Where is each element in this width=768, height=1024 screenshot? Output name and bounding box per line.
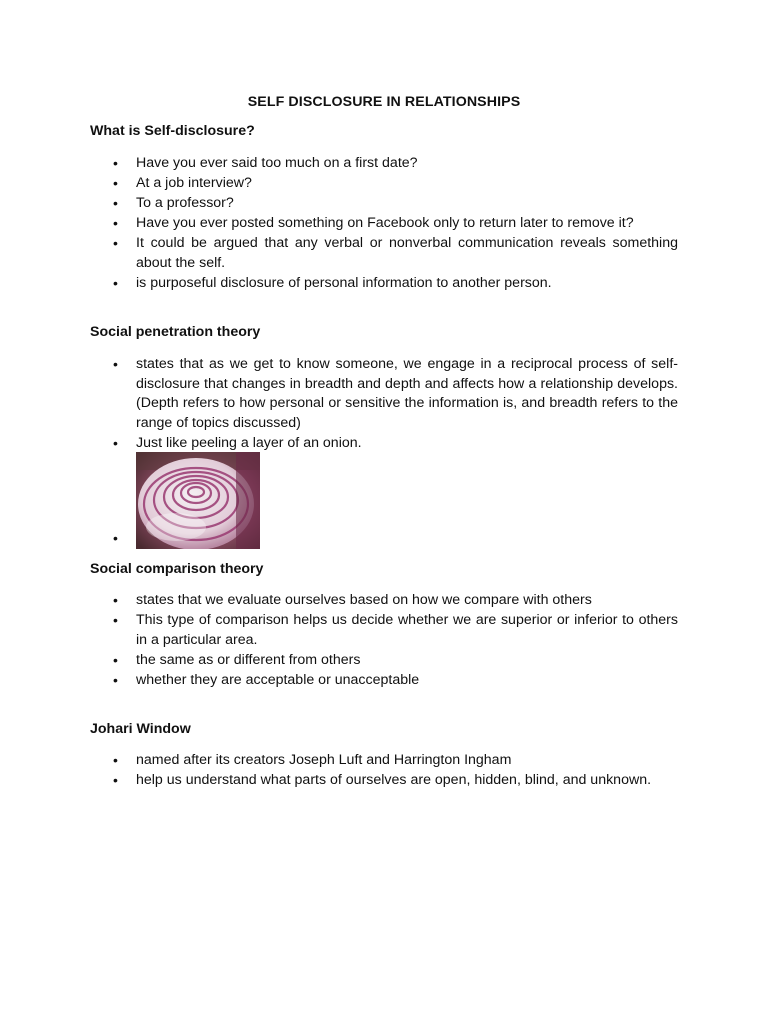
- list-item: • is purposeful disclosure of personal information to another person.: [0, 273, 768, 293]
- onion-photo: [136, 452, 260, 549]
- list-item: • It could be argued that any verbal or nonverbal communication reveals something about the self.: [0, 233, 768, 273]
- list-item: • named after its creators Joseph Luft and Harrington Ingham: [0, 750, 768, 770]
- bullet: •: [113, 530, 118, 546]
- list-item: • Just like peeling a layer of an onion.: [0, 433, 768, 453]
- social-comparison-list: [0, 590, 768, 690]
- section-heading-social-comparison: Social comparison theory: [90, 561, 264, 577]
- list-item: • Have you ever posted something on Facebook only to return later to remove it?: [0, 213, 768, 233]
- self-disclosure-list: [0, 153, 768, 293]
- onion-list-item: [0, 452, 768, 552]
- johari-window-list: [0, 750, 768, 790]
- list-item: • states that we evaluate ourselves based on how we compare with others: [0, 590, 768, 610]
- list-item: • This type of comparison helps us decide whether we are superior or inferior to others in a particular area.: [0, 610, 768, 650]
- section-heading-johari-window: Johari Window: [90, 721, 191, 737]
- list-item: • To a professor?: [0, 193, 768, 213]
- section-heading-social-penetration: Social penetration theory: [90, 324, 261, 340]
- section-heading-self-disclosure: What is Self-disclosure?: [90, 123, 255, 139]
- list-item: • At a job interview?: [0, 173, 768, 193]
- list-item: • help us understand what parts of ourselves are open, hidden, blind, and unknown.: [0, 770, 768, 790]
- list-item: • whether they are acceptable or unacceptable: [0, 670, 768, 690]
- list-item: • states that as we get to know someone, we engage in a reciprocal process of self-disclosure that changes in breadth and depth and affects how a relationship develops. (Depth refers to how personal or sensitive the information is, and breadth refers to the range of topics discussed): [0, 355, 768, 433]
- social-penetration-list: [0, 355, 768, 453]
- document-title: SELF DISCLOSURE IN RELATIONSHIPS: [247, 94, 521, 110]
- list-item: • Have you ever said too much on a first date?: [0, 153, 768, 173]
- list-item: • the same as or different from others: [0, 650, 768, 670]
